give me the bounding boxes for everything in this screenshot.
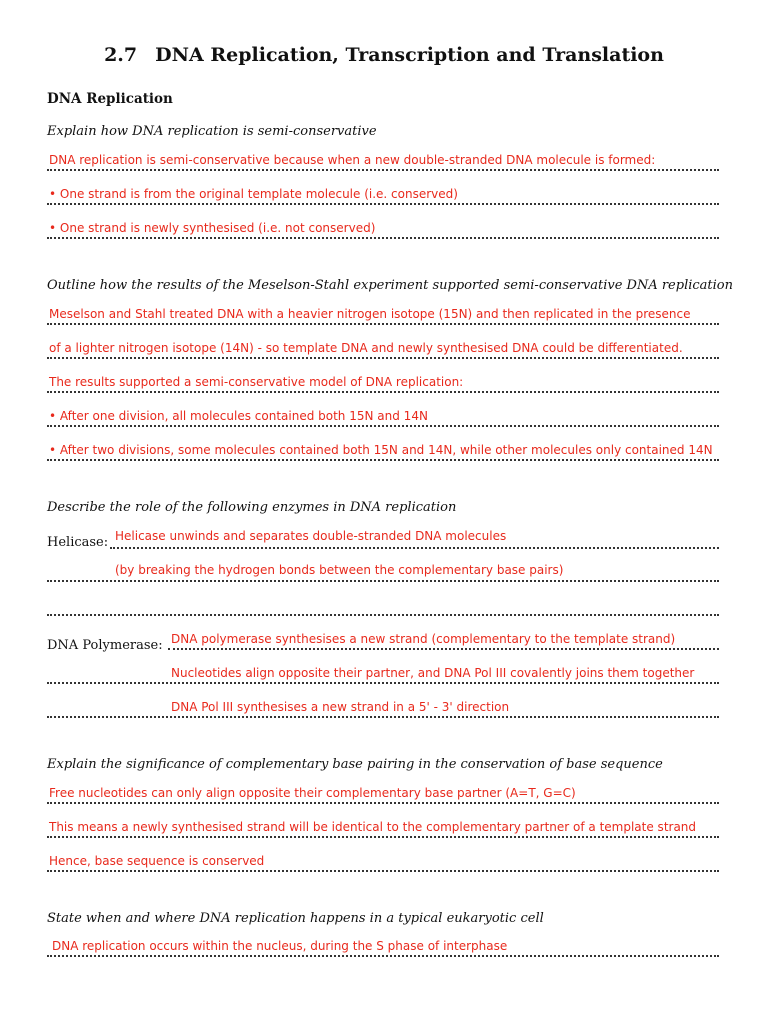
answer-line	[47, 169, 719, 171]
answer-line	[47, 870, 719, 872]
answer-line	[47, 459, 719, 461]
answer-text: • One strand is from the original template molecule (i.e. conserved)	[49, 187, 458, 201]
question-semi-conservative: Explain how DNA replication is semi-conservative	[47, 124, 377, 139]
answer-line	[47, 237, 719, 239]
answer-text: • After one division, all molecules contained both 15N and 14N	[49, 409, 428, 423]
answer-line	[47, 682, 719, 684]
polymerase-label: DNA Polymerase:	[47, 638, 163, 653]
answer-line	[47, 955, 719, 957]
question-meselson-stahl: Outline how the results of the Meselson-Stahl experiment supported semi-conservative DNA replication	[47, 278, 733, 293]
answer-line	[47, 580, 719, 582]
answer-text: DNA polymerase synthesises a new strand (complementary to the template strand)	[171, 632, 676, 646]
title-number: 2.7	[104, 44, 138, 66]
answer-text: DNA replication is semi-conservative because when a new double-stranded DNA molecule is formed:	[49, 153, 656, 167]
answer-text: • After two divisions, some molecules contained both 15N and 14N, while other molecules only contained 14N	[49, 443, 713, 457]
answer-text: The results supported a semi-conservative model of DNA replication:	[49, 375, 464, 389]
answer-line	[47, 425, 719, 427]
answer-text: DNA Pol III synthesises a new strand in a 5' - 3' direction	[171, 700, 510, 714]
answer-line	[47, 802, 719, 804]
answer-text: of a lighter nitrogen isotope (14N) - so template DNA and newly synthesised DNA could be differentiated.	[49, 341, 683, 355]
question-base-pairing: Explain the significance of complementary base pairing in the conservation of base sequence	[47, 757, 663, 772]
answer-text: • One strand is newly synthesised (i.e. not conserved)	[49, 221, 376, 235]
section-heading: DNA Replication	[47, 91, 173, 107]
question-enzymes: Describe the role of the following enzymes in DNA replication	[47, 500, 457, 515]
answer-text: Helicase unwinds and separates double-stranded DNA molecules	[115, 529, 507, 543]
answer-line	[47, 203, 719, 205]
answer-text: Nucleotides align opposite their partner, and DNA Pol III covalently joins them together	[171, 666, 695, 680]
answer-line	[47, 357, 719, 359]
answer-line	[47, 836, 719, 838]
answer-text: This means a newly synthesised strand will be identical to the complementary partner of a template strand	[49, 820, 697, 834]
answer-text: Hence, base sequence is conserved	[49, 854, 265, 868]
answer-line	[110, 547, 719, 549]
answer-text: Free nucleotides can only align opposite their complementary base partner (A=T, G=C)	[49, 786, 576, 800]
answer-line	[47, 716, 719, 718]
page-title	[0, 44, 768, 66]
answer-line	[47, 614, 719, 616]
title-text: DNA Replication, Transcription and Translation	[155, 44, 664, 66]
answer-text: DNA replication occurs within the nucleus, during the S phase of interphase	[52, 939, 508, 953]
answer-line	[168, 648, 719, 650]
helicase-label: Helicase:	[47, 535, 109, 550]
answer-text: Meselson and Stahl treated DNA with a heavier nitrogen isotope (15N) and then replicated in the presence	[49, 307, 691, 321]
answer-line	[47, 391, 719, 393]
answer-line	[47, 323, 719, 325]
question-when-where: State when and where DNA replication happens in a typical eukaryotic cell	[47, 911, 544, 926]
answer-text: (by breaking the hydrogen bonds between the complementary base pairs)	[115, 563, 564, 577]
